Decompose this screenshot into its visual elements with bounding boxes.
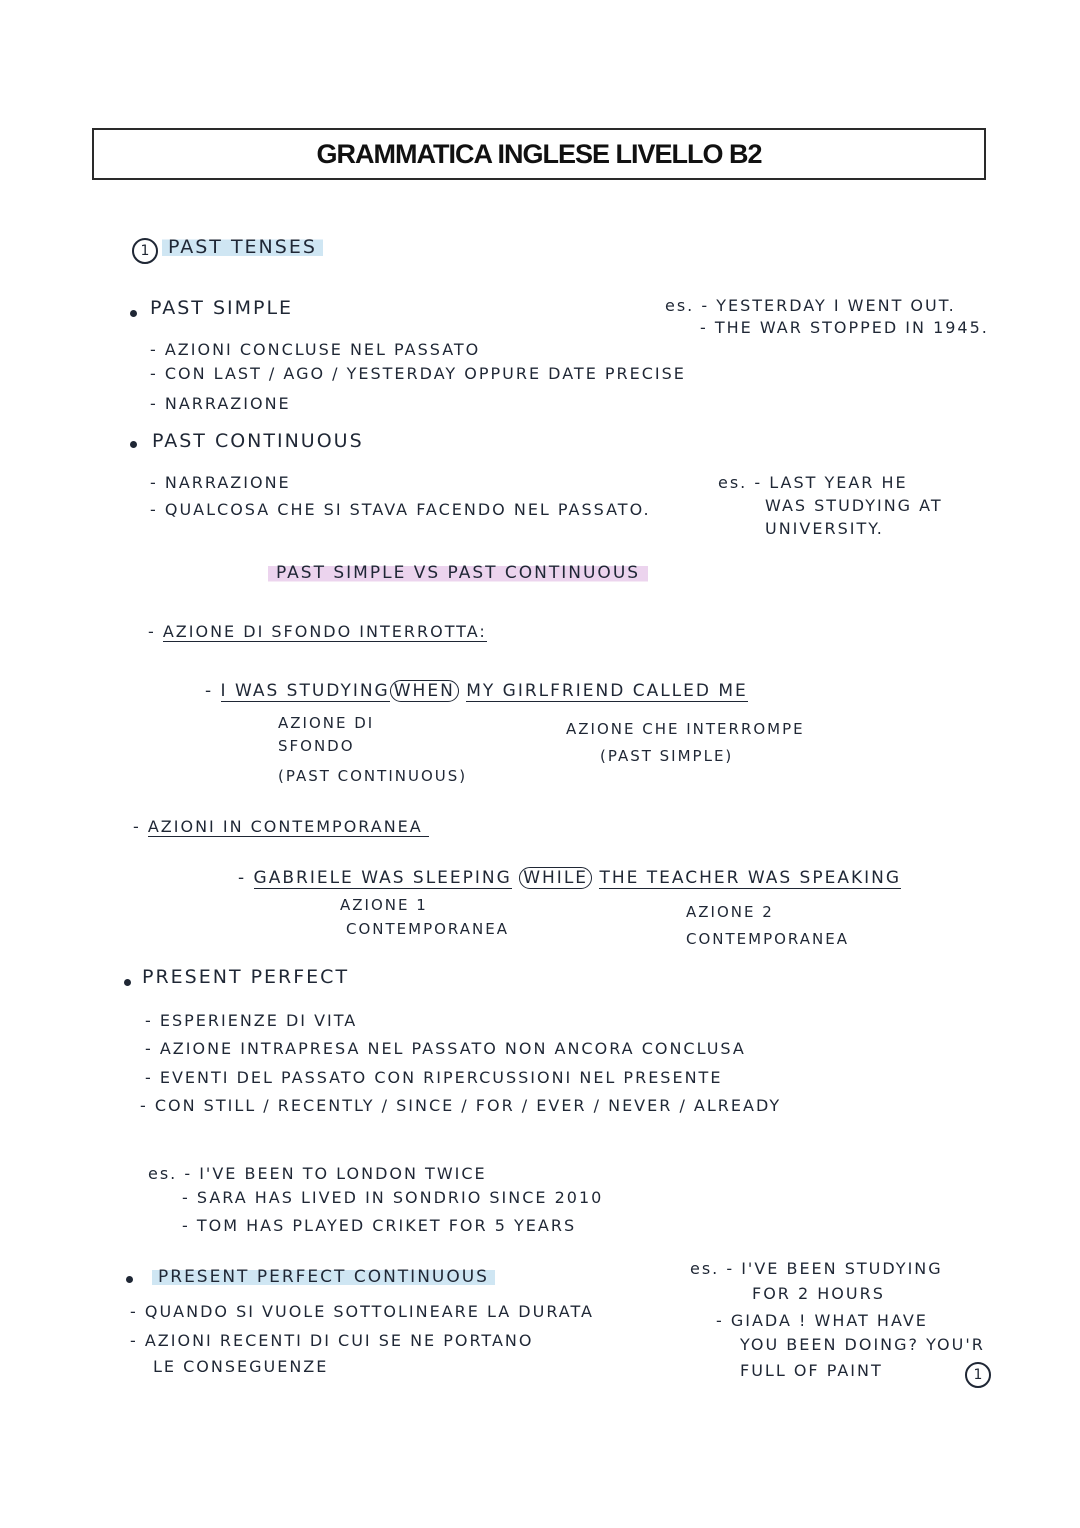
past-continuous-example-row: [718, 473, 908, 492]
simultaneous-note2-line: AZIONE 2: [686, 903, 774, 921]
present-perfect-continuous-heading-wrap: [152, 1267, 495, 1287]
present-perfect-example: es. - I'VE BEEN TO LONDON TWICE: [148, 1164, 487, 1183]
interrupted-note1-line: SFONDO: [278, 737, 355, 755]
past-continuous-example-line: LAST YEAR HE: [769, 473, 908, 492]
ppc-example-line: - GIADA ! WHAT HAVE: [716, 1311, 928, 1330]
present-perfect-item: - AZIONE INTRAPRESA NEL PASSATO NON ANCORA CONCLUSA: [145, 1039, 746, 1058]
interrupted-sentence: [205, 681, 748, 701]
simultaneous-part1: GABRIELE WAS SLEEPING: [253, 868, 512, 888]
simultaneous-sentence: [238, 868, 901, 888]
section-heading-wrap: [162, 236, 323, 258]
present-perfect-continuous-heading: PRESENT PERFECT CONTINUOUS: [152, 1267, 495, 1287]
past-simple-item: - CON LAST / AGO / YESTERDAY OPPURE DATE PRECISE: [150, 364, 686, 383]
interrupted-part2: MY GIRLFRIEND CALLED ME: [466, 681, 748, 701]
present-perfect-continuous-item: LE CONSEGUENZE: [153, 1357, 329, 1376]
bullet-present-perfect: [124, 979, 131, 986]
present-perfect-example: - SARA HAS LIVED IN SONDRIO SINCE 2010: [182, 1188, 604, 1207]
present-perfect-item: - EVENTI DEL PASSATO CON RIPERCUSSIONI NEL PRESENTE: [145, 1068, 723, 1087]
ppc-example-line: FOR 2 HOURS: [752, 1284, 885, 1303]
past-simple-item: - NARRAZIONE: [150, 394, 291, 413]
simultaneous-label: AZIONI IN CONTEMPORANEA: [148, 817, 429, 837]
past-continuous-item: - QUALCOSA CHE SI STAVA FACENDO NEL PASSATO.: [150, 500, 651, 519]
page-number-badge: [965, 1362, 991, 1388]
dash: -: [238, 868, 247, 888]
page-number: 1: [973, 1367, 983, 1383]
es-label: es. -: [665, 296, 710, 315]
past-simple-heading: PAST SIMPLE: [150, 297, 294, 319]
past-continuous-item: - NARRAZIONE: [150, 473, 291, 492]
connector-when: WHEN: [390, 680, 459, 702]
present-perfect-item: - CON STILL / RECENTLY / SINCE / FOR / EVER / NEVER / ALREADY: [140, 1096, 782, 1115]
section-number-badge: [132, 238, 158, 264]
present-perfect-item: - ESPERIENZE DI VITA: [145, 1011, 358, 1030]
comparison-heading: PAST SIMPLE VS PAST CONTINUOUS: [268, 563, 648, 583]
simultaneous-note1-line: CONTEMPORANEA: [346, 920, 509, 938]
present-perfect-example: - TOM HAS PLAYED CRIKET FOR 5 YEARS: [182, 1216, 577, 1235]
dash: -: [205, 681, 214, 701]
dash: -: [133, 817, 148, 836]
ppc-example-line: es. - I'VE BEEN STUDYING: [690, 1259, 943, 1278]
interrupted-note1-line: AZIONE DI: [278, 714, 375, 732]
interrupted-label-row: [148, 622, 487, 641]
interrupted-label: AZIONE DI SFONDO INTERROTTA:: [162, 622, 487, 641]
past-continuous-heading: PAST CONTINUOUS: [152, 430, 364, 452]
comparison-heading-wrap: [268, 563, 648, 583]
simultaneous-part2: THE TEACHER WAS SPEAKING: [599, 868, 902, 888]
title-box: [92, 128, 986, 180]
simultaneous-label-row: [133, 817, 429, 836]
present-perfect-heading: PRESENT PERFECT: [142, 966, 350, 988]
present-perfect-continuous-item: - QUANDO SI VUOLE SOTTOLINEARE LA DURATA: [130, 1302, 594, 1321]
bullet-past-continuous: [130, 441, 137, 448]
interrupted-note2-line: (PAST SIMPLE): [600, 747, 734, 765]
bullet-past-simple: [130, 310, 137, 317]
section-number: 1: [140, 243, 150, 259]
ppc-example-line: FULL OF PAINT: [740, 1361, 883, 1380]
past-simple-example-row: [665, 296, 956, 315]
past-continuous-example-line: UNIVERSITY.: [765, 519, 884, 538]
section-heading: PAST TENSES: [162, 236, 323, 258]
interrupted-part1: I WAS STUDYING: [220, 681, 390, 701]
connector-while: WHILE: [519, 867, 592, 889]
ppc-example-line: YOU BEEN DOING? YOU'R: [740, 1335, 985, 1354]
bullet-present-perfect-continuous: [126, 1276, 133, 1283]
simultaneous-note1-line: AZIONE 1: [340, 896, 428, 914]
present-perfect-continuous-item: - AZIONI RECENTI DI CUI SE NE PORTANO: [130, 1331, 534, 1350]
es-label: es. -: [718, 473, 763, 492]
past-continuous-example-line: WAS STUDYING AT: [765, 496, 943, 515]
interrupted-note1-line: (PAST CONTINUOUS): [278, 767, 468, 785]
past-simple-example: YESTERDAY I WENT OUT.: [716, 296, 956, 315]
past-simple-item: - AZIONI CONCLUSE NEL PASSATO: [150, 340, 481, 359]
dash: -: [148, 622, 163, 641]
past-simple-example: - THE WAR STOPPED IN 1945.: [700, 318, 989, 337]
interrupted-note2-line: AZIONE CHE INTERROMPE: [566, 720, 805, 738]
simultaneous-note2-line: CONTEMPORANEA: [686, 930, 849, 948]
page-title: GRAMMATICA INGLESE LIVELLO B2: [316, 138, 762, 169]
